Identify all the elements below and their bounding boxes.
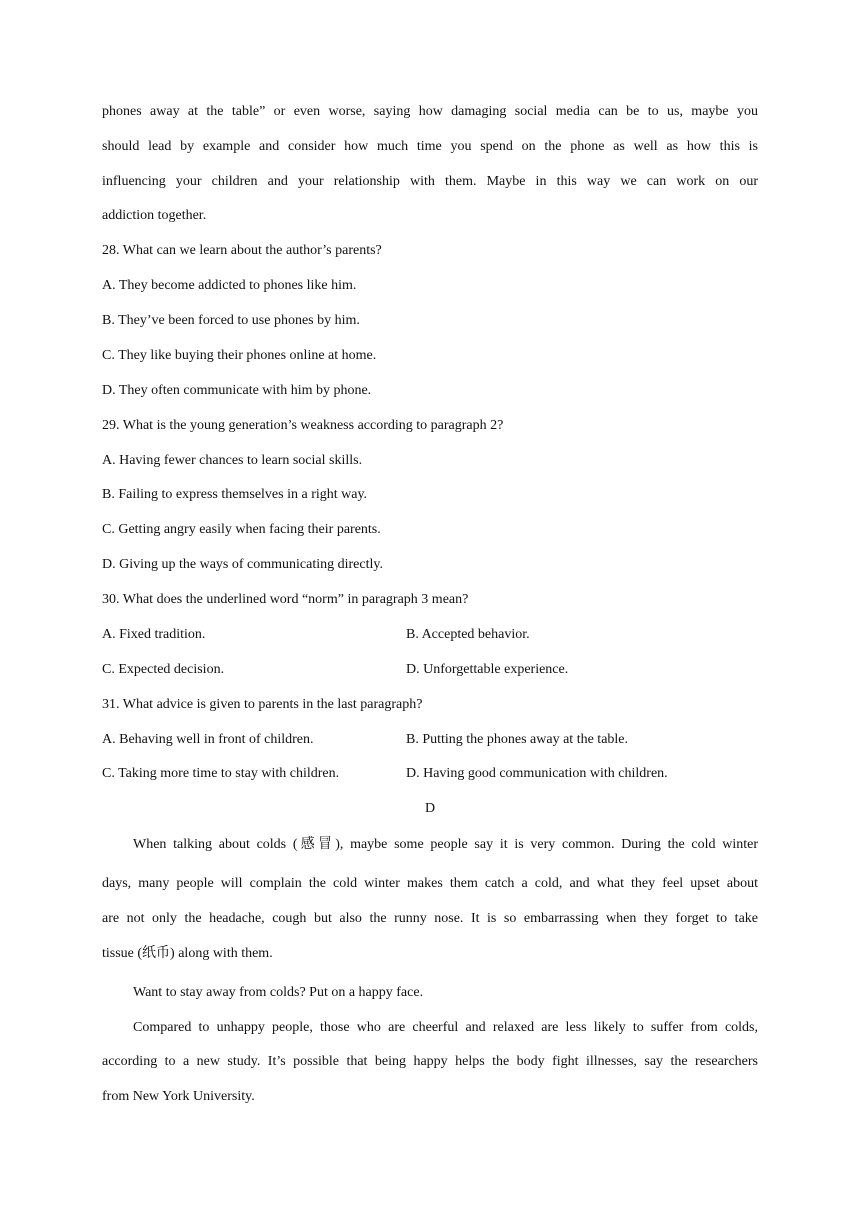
passage-c-line: should lead by example and consider how much time you spend on the phone as well as how this is xyxy=(102,139,758,154)
passage-d-p1-line: When talking about colds (感冒), maybe some people say it is very common. During the cold winter xyxy=(133,837,758,852)
passage-d-p3-line: from New York University. xyxy=(102,1089,255,1104)
passage-d-p3-line: Compared to unhappy people, those who are cheerful and relaxed are less likely to suffer from colds, xyxy=(133,1020,758,1035)
question-29-stem: 29. What is the young generation’s weakness according to paragraph 2? xyxy=(102,418,504,433)
passage-c-line: addiction together. xyxy=(102,208,207,223)
question-31-stem: 31. What advice is given to parents in the last paragraph? xyxy=(102,697,423,712)
passage-c-line: influencing your children and your relationship with them. Maybe in this way we can work on our xyxy=(102,174,758,189)
question-30-option-a: A. Fixed tradition. xyxy=(102,627,206,642)
question-28-option-c: C. They like buying their phones online at home. xyxy=(102,348,377,363)
passage-d-p2: Want to stay away from colds? Put on a happy face. xyxy=(133,985,424,1000)
question-31-option-c: C. Taking more time to stay with children. xyxy=(102,766,340,781)
question-29-option-b: B. Failing to express themselves in a right way. xyxy=(102,487,368,502)
question-31-option-d: D. Having good communication with children. xyxy=(406,766,668,781)
passage-c-line: phones away at the table” or even worse, saying how damaging social media can be to us, maybe you xyxy=(102,104,758,119)
question-29-option-c: C. Getting angry easily when facing their parents. xyxy=(102,522,381,537)
question-28-option-b: B. They’ve been forced to use phones by him. xyxy=(102,313,360,328)
passage-d-heading: D xyxy=(424,801,436,816)
passage-d-p1-line: days, many people will complain the cold winter makes them catch a cold, and what they feel upset about xyxy=(102,876,758,891)
passage-d-p1-line: tissue (纸币) along with them. xyxy=(102,946,273,961)
question-30-option-b: B. Accepted behavior. xyxy=(406,627,530,642)
question-28-option-d: D. They often communicate with him by phone. xyxy=(102,383,372,398)
question-29-option-a: A. Having fewer chances to learn social skills. xyxy=(102,453,363,468)
passage-d-p3-line: according to a new study. It’s possible that being happy helps the body fight illnesses, say the researchers xyxy=(102,1054,758,1069)
question-30-stem: 30. What does the underlined word “norm” in paragraph 3 mean? xyxy=(102,592,469,607)
passage-d-p1-line: are not only the headache, cough but also the runny nose. It is so embarrassing when they forget to take xyxy=(102,911,758,926)
question-30-option-d: D. Unforgettable experience. xyxy=(406,662,569,677)
question-29-option-d: D. Giving up the ways of communicating directly. xyxy=(102,557,383,572)
question-31-option-b: B. Putting the phones away at the table. xyxy=(406,732,629,747)
question-31-option-a: A. Behaving well in front of children. xyxy=(102,732,314,747)
question-28-stem: 28. What can we learn about the author’s parents? xyxy=(102,243,382,258)
question-30-option-c: C. Expected decision. xyxy=(102,662,225,677)
question-28-option-a: A. They become addicted to phones like him. xyxy=(102,278,357,293)
